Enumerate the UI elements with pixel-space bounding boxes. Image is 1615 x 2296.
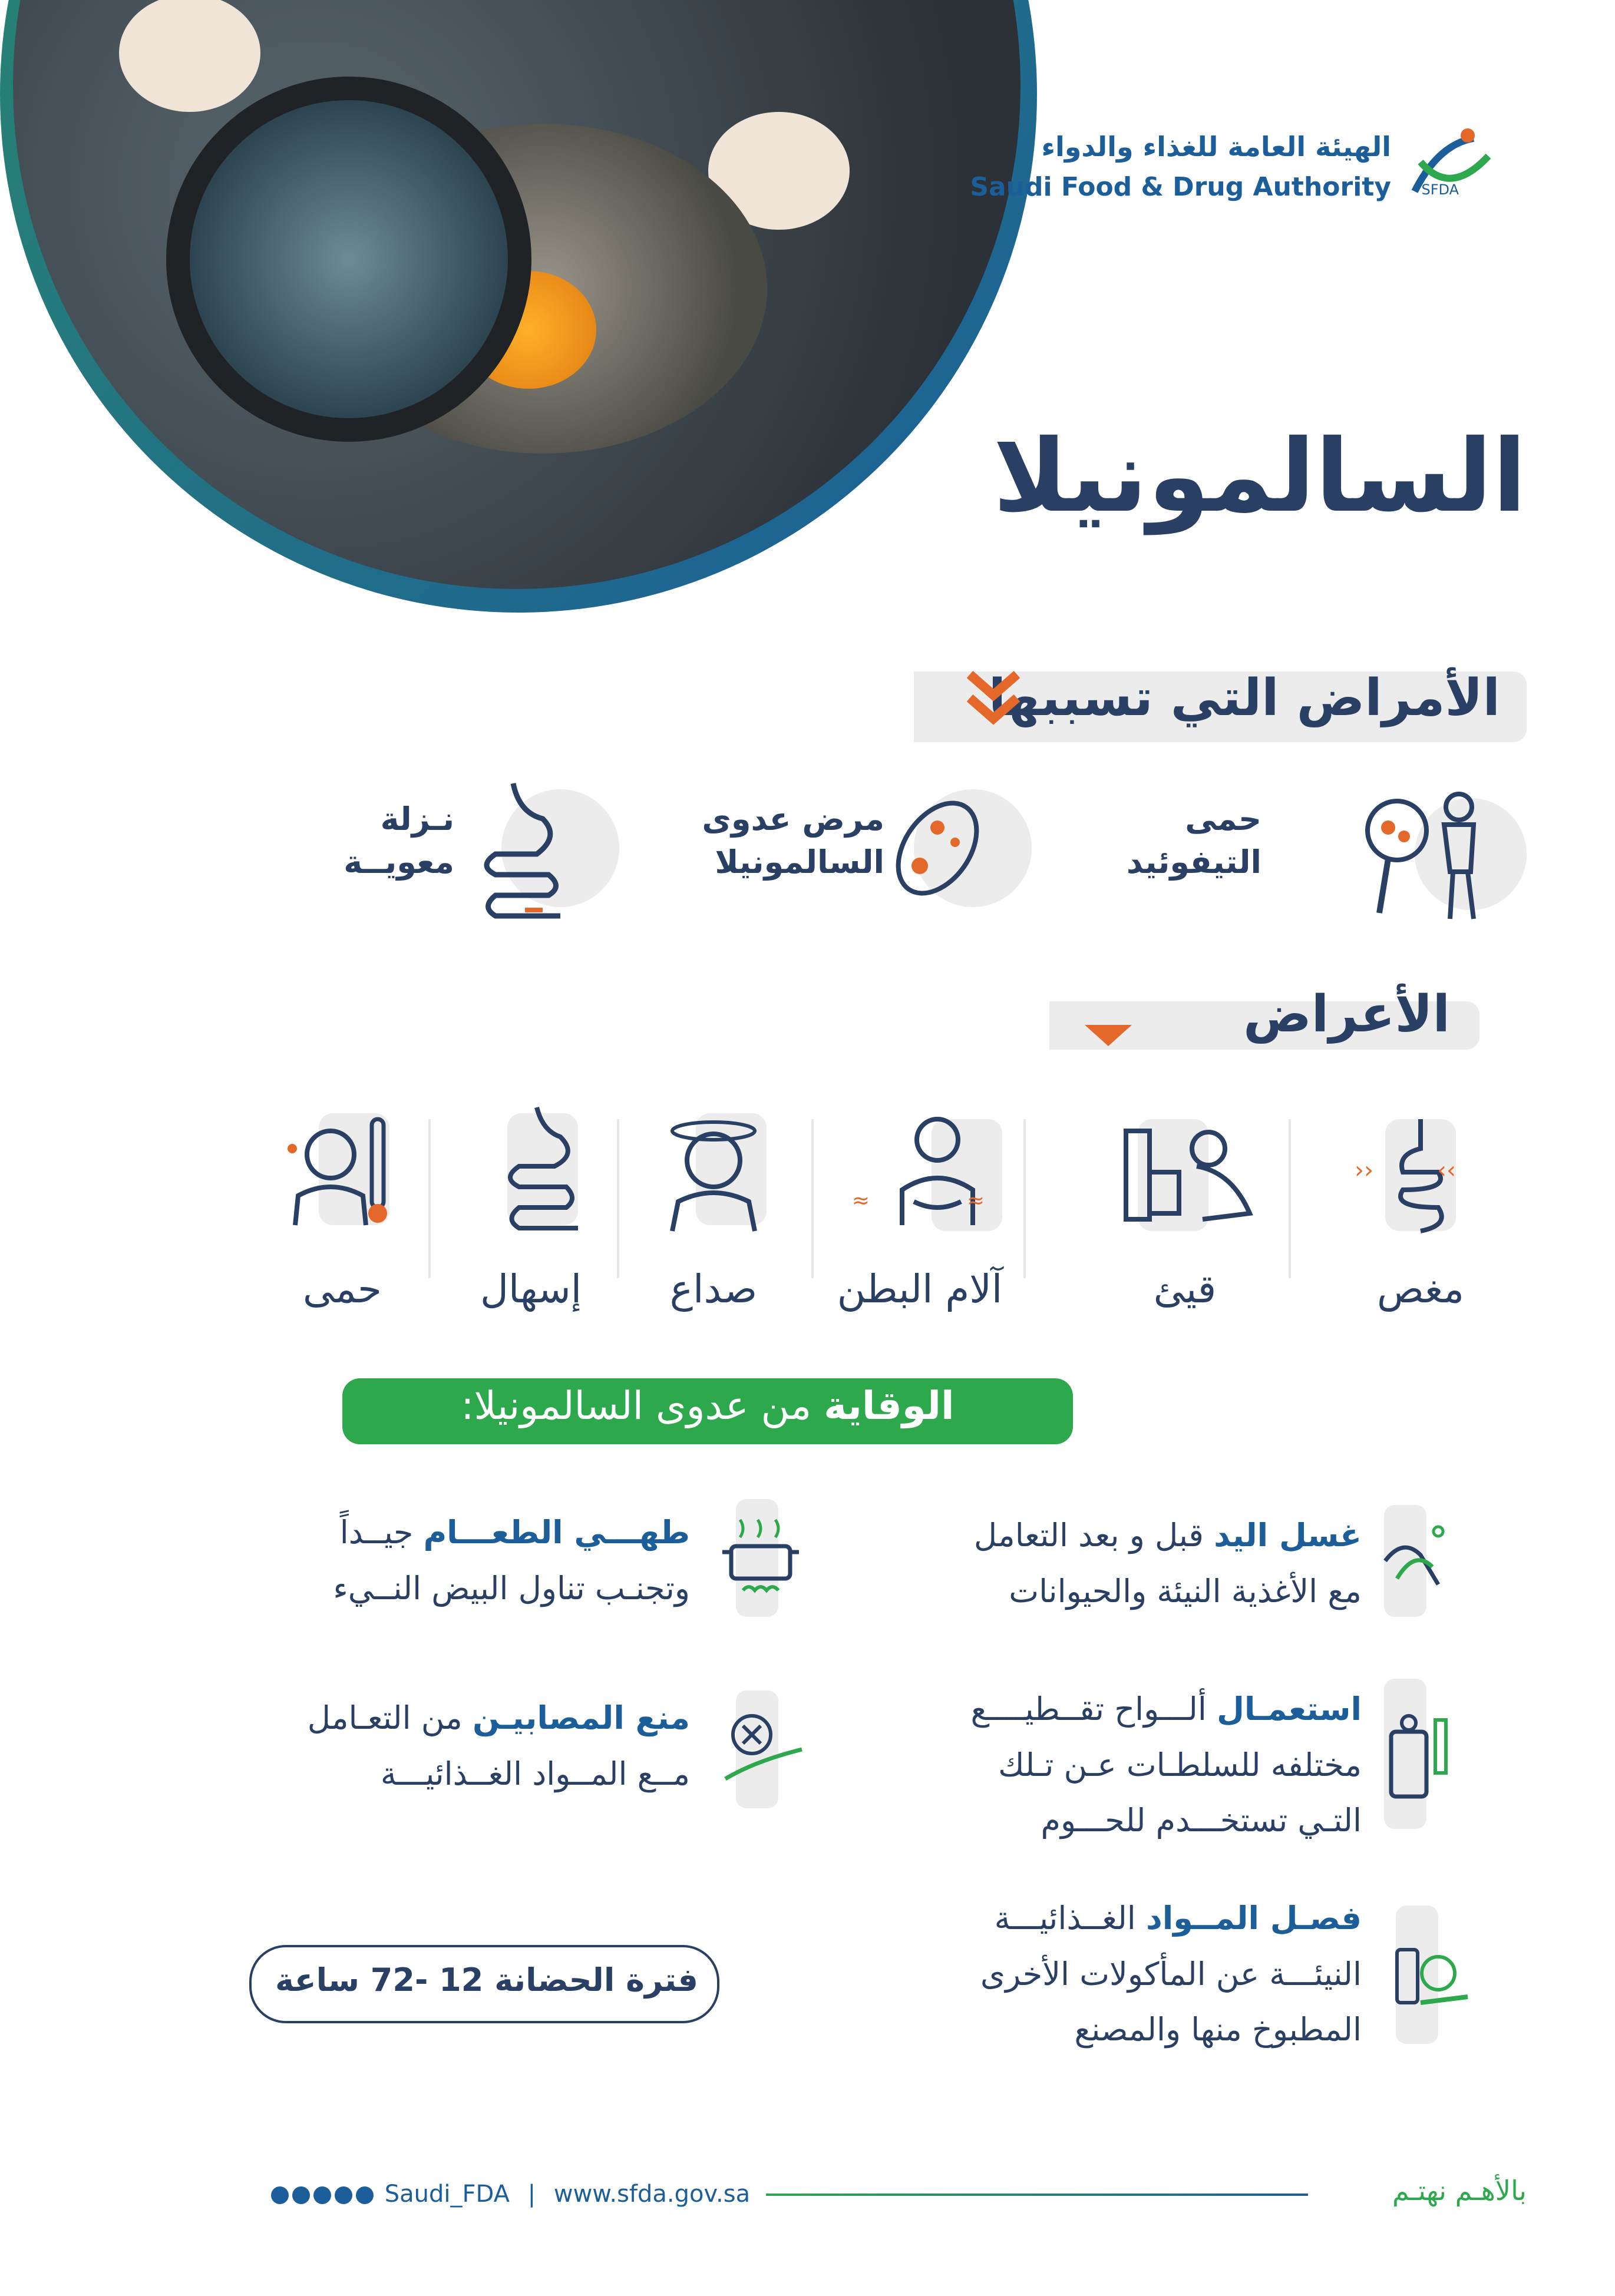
fever-icon (283, 1107, 401, 1237)
instagram-icon[interactable] (313, 2186, 331, 2204)
intestine-icon (460, 778, 578, 919)
tip-text: مختلفه للسلطـات عـن تـلك (998, 1746, 1362, 1784)
website-link[interactable]: www.sfda.gov.sa (553, 2181, 751, 2208)
tip-text: النيئـــة عن المأكولات الأخرى (980, 1955, 1362, 1993)
cramp-icon (1355, 1113, 1479, 1237)
tip-text: قبل و بعد التعامل (973, 1517, 1214, 1554)
tip-bold: فصـل المــواد (1145, 1900, 1362, 1937)
disease-item (1127, 798, 1261, 884)
tip-text: وتجنـب تناول البيض النــيء (333, 1569, 690, 1607)
page-title: السالمونيلا (993, 418, 1527, 535)
sfda-logo-icon (1403, 121, 1497, 215)
double-chevron-down-icon (961, 666, 1026, 730)
prevention-tip (980, 1891, 1362, 2058)
disease-line1: نـزلة (380, 800, 454, 838)
social-handle[interactable]: Saudi_FDA (384, 2181, 510, 2208)
cutting-board-icon (1379, 1708, 1456, 1802)
prevention-tip (970, 1682, 1362, 1849)
diarrhea-icon (490, 1101, 590, 1237)
symptom-label: إسهال (480, 1266, 582, 1312)
divider (617, 1119, 619, 1278)
no-contact-hand-icon (719, 1708, 808, 1797)
svg-text:≈: ≈ (966, 1189, 985, 1213)
tip-text: التـي تستخـــدم للحـــوم (1041, 1802, 1362, 1839)
prevention-tip (974, 1508, 1362, 1619)
diseases-heading: الأمراض التي تسببها (988, 669, 1500, 727)
triangle-down-icon (1085, 1025, 1132, 1046)
symptom-label: مغص (1376, 1266, 1465, 1312)
prevention-tip (308, 1690, 690, 1802)
tip-bold: استعمـال (1217, 1690, 1362, 1728)
disease-line2: السالمونيلا (715, 843, 884, 881)
headache-icon (655, 1107, 772, 1237)
twitter-icon[interactable] (271, 2186, 289, 2204)
hand-wash-icon (1373, 1514, 1450, 1596)
prevention-heading-rest: من عدوى السالمونيلا: (461, 1383, 824, 1428)
disease-line1: مرض عدوى (702, 800, 884, 838)
disease-item (344, 798, 454, 884)
symptoms-heading: الأعراض (1243, 985, 1450, 1044)
youtube-icon[interactable] (335, 2186, 352, 2204)
footer-social (271, 2181, 750, 2208)
tip-text: مــع المــواد الغــذائيـــة (380, 1755, 690, 1792)
vomit-icon (1114, 1113, 1267, 1237)
symptom-label: قيئ (1153, 1266, 1217, 1312)
svg-text:‹‹: ‹‹ (1355, 1157, 1373, 1184)
symptom-label: آلام البطن (837, 1266, 1003, 1312)
symptom-label: صداع (669, 1266, 758, 1312)
disease-item (702, 798, 884, 884)
prevention-heading-bold: الوقاية (824, 1383, 955, 1428)
tip-bold: غسل اليد (1214, 1517, 1362, 1554)
footer-separator: | (527, 2181, 536, 2208)
prevention-heading (342, 1383, 1073, 1428)
tip-bold: طهـــي الطعـــام (423, 1514, 690, 1551)
disease-line1: حمى (1185, 800, 1261, 838)
cooking-pot-icon (719, 1514, 802, 1602)
footer-line (766, 2194, 1308, 2196)
magnifier-lens (166, 77, 531, 442)
footer-slogan: بالأهـم نهتـم (1392, 2175, 1527, 2206)
divider (1023, 1119, 1026, 1278)
incubation-period: فترة الحضانة 12 -72 ساعة (275, 1961, 699, 1999)
tip-text: من التعـامل (307, 1699, 473, 1736)
tip-text: المطبوخ منها والمصنع (1074, 2011, 1362, 2048)
typhoid-fever-icon (1362, 783, 1497, 925)
snapchat-icon[interactable] (292, 2186, 310, 2204)
food-groceries-icon (1385, 1926, 1474, 2014)
prevention-tip (333, 1505, 690, 1616)
svg-text:≈: ≈ (851, 1189, 870, 1213)
tip-text: مع الأغذية النيئة والحيوانات (1009, 1572, 1362, 1610)
hero-image-frame (0, 0, 1037, 613)
disease-line2: معويــة (344, 843, 454, 881)
svg-text:››: ›› (1437, 1157, 1456, 1184)
logo-mark-text: SFDA (1421, 181, 1459, 198)
divider (811, 1119, 814, 1278)
tip-text: جيــداً (339, 1514, 424, 1551)
divider (428, 1119, 431, 1278)
tip-text: ألـــواح تقــطيــــع (970, 1690, 1217, 1728)
symptom-label: حمى (303, 1266, 382, 1312)
hero-photo (13, 0, 1020, 589)
disease-line2: التيفوئيد (1126, 843, 1261, 881)
divider (1289, 1119, 1291, 1278)
logo-name-arabic: الهيئة العامة للغذاء والدواء (1041, 131, 1391, 163)
abdominal-pain-icon (851, 1107, 1008, 1243)
tip-bold: منع المصابيـن (472, 1699, 690, 1736)
eggshell (119, 0, 260, 112)
bacteria-icon (873, 789, 1002, 907)
tip-text: الغــذائيـــة (994, 1900, 1146, 1937)
logo-name-english: Saudi Food & Drug Authority (970, 172, 1391, 202)
facebook-icon[interactable] (356, 2186, 374, 2204)
